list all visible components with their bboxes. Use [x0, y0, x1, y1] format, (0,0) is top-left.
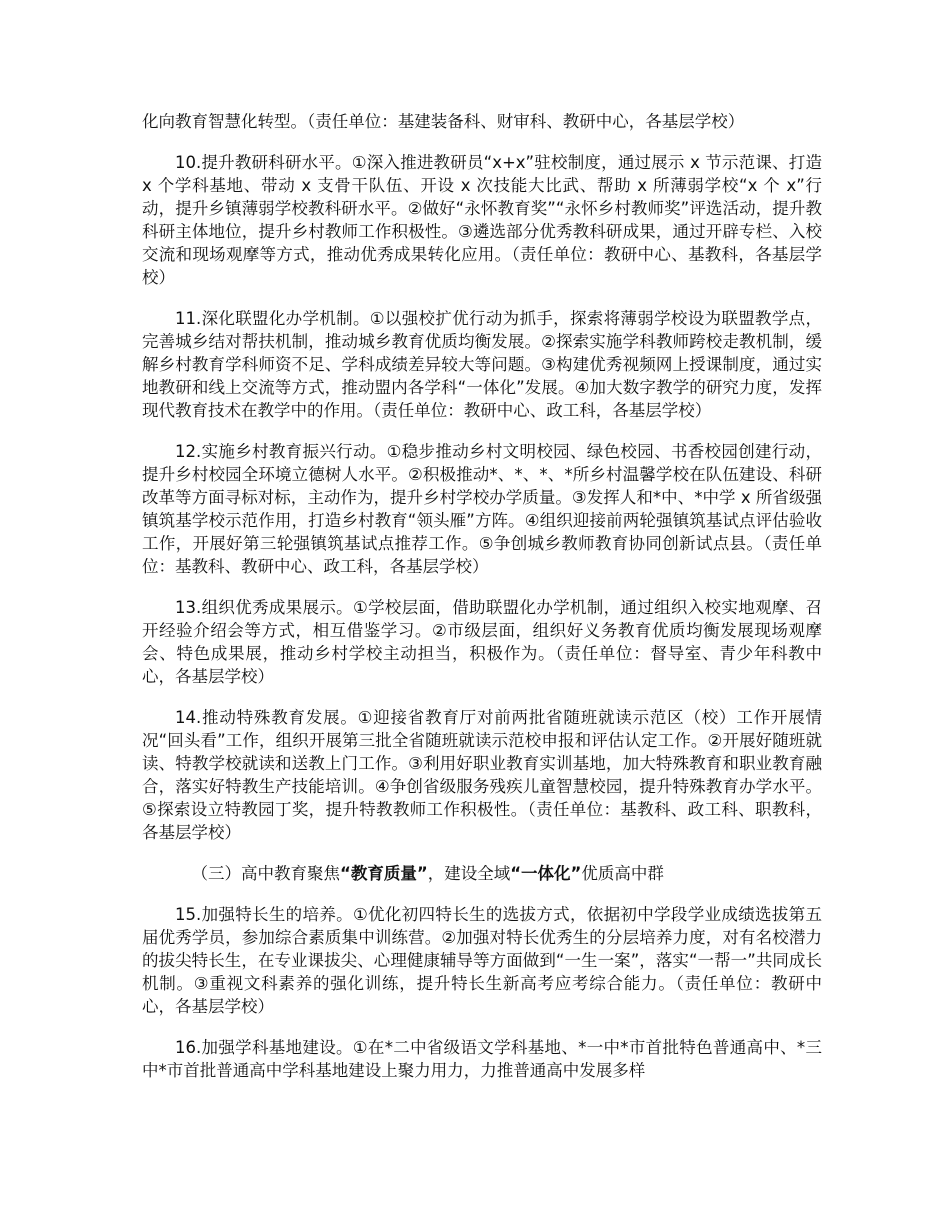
paragraph-item-11: 11.深化联盟化办学机制。①以强校扩优行动为抓手，探索将薄弱学校设为联盟教学点，完善城乡结对帮扶机制，推动城乡教育优质均衡发展。②探索实施学科教师跨校走教机制，缓解乡村教育学科师资不足、学科成绩差异较大等问题。③构建优秀视频网上授课制度，通过实地教研和线上交流等方式，推动盟内各学科“一体化”发展。④加大数字教学的研究力度，发挥现代教育技术在教学中的作用。（责任单位：教研中心、政工科，各基层学校）	[142, 309, 822, 420]
section-heading-prefix: （三）高中教育聚焦	[191, 864, 340, 883]
document-page	[142, 110, 822, 1100]
section-heading-middle: ，建设全域	[427, 864, 511, 883]
section-heading-suffix: 优质高中群	[581, 864, 664, 883]
paragraph-continuation: 化向教育智慧化转型。（责任单位：基建装备科、财审科、教研中心，各基层学校）	[142, 112, 745, 131]
paragraph-item-13: 13.组织优秀成果展示。①学校层面，借助联盟化办学机制，通过组织入校实地观摩、召开经验介绍会等方式，相互借鉴学习。②市级层面，组织好义务教育优质均衡发展现场观摩会、特色成果展，推动乡村学校主动担当，积极作为。（责任单位：督导室、青少年科教中心，各基层学校）	[142, 598, 822, 686]
paragraph-item-16: 16.加强学科基地建设。①在*二中省级语文学科基地、*一中*市首批特色普通高中、*三中*市首批普通高中学科基地建设上聚力用力，力推普通高中发展多样	[142, 1038, 822, 1080]
paragraph-item-12: 12.实施乡村教育振兴行动。①稳步推动乡村文明校园、绿色校园、书香校园创建行动，提升乡村校园全环境立德树人水平。②积极推动*、*、*、*所乡村温馨学校在队伍建设、科研改革等方面寻标对标，主动作为，提升乡村学校办学质量。③发挥人和*中、*中学 x 所省级强镇筑基学校示范作用，打造乡村教育“领头雁”方阵。④组织迎接前两轮强镇筑基试点评估验收工作，开展好第三轮强镇筑基试点推荐工作。⑤争创城乡教师教育协同创新试点县。（责任单位：基教科、教研中心、政工科，各基层学校）	[142, 442, 822, 576]
paragraph-item-14: 14.推动特殊教育发展。①迎接省教育厅对前两批省随班就读示范区（校）工作开展情况“回头看”工作，组织开展第三批全省随班就读示范校申报和评估认定工作。②开展好随班就读、特教学校就读和送教上门工作。③利用好职业教育实训基地，加大特殊教育和职业教育融合，落实好特教生产技能培训。④争创省级服务残疾儿童智慧校园，提升特殊教育办学水平。⑤探索设立特教园丁奖，提升特教教师工作积极性。（责任单位：基教科、政工科、职教科，各基层学校）	[142, 708, 822, 842]
section-heading-quote-2: “一体化”	[510, 864, 582, 883]
paragraph-item-15: 15.加强特长生的培养。①优化初四特长生的选拔方式，依据初中学段学业成绩选拔第五届优秀学员，参加综合素质集中训练营。②加强对特长优秀生的分层培养力度，对有名校潜力的拔尖特长生，在专业课拔尖、心理健康辅导等方面做到“一生一案”，落实“一帮一”共同成长机制。③重视文科素养的强化训练，提升特长生新高考应考综合能力。（责任单位：教研中心，各基层学校）	[142, 905, 822, 1016]
section-heading	[142, 862, 822, 885]
section-heading-quote-1: “教育质量”	[340, 864, 428, 883]
paragraph-item-10: 10.提升教研科研水平。①深入推进教研员“x+x”驻校制度，通过展示 x 节示范课、打造 x 个学科基地、带动 x 支骨干队伍、开设 x 次技能大比武、帮助 x 所薄弱学校“x 个 x”行动，提升乡镇薄弱学校教科研水平。②做好“永怀教育奖”“永怀乡村教师奖”评选活动，提升教科研主体地位，提升乡村教师工作积极性。③遴选部分优秀教科研成果，通过开辟专栏、入校交流和现场观摩等方式，推动优秀成果转化应用。（责任单位：教研中心、基教科，各基层学校）	[142, 153, 822, 287]
